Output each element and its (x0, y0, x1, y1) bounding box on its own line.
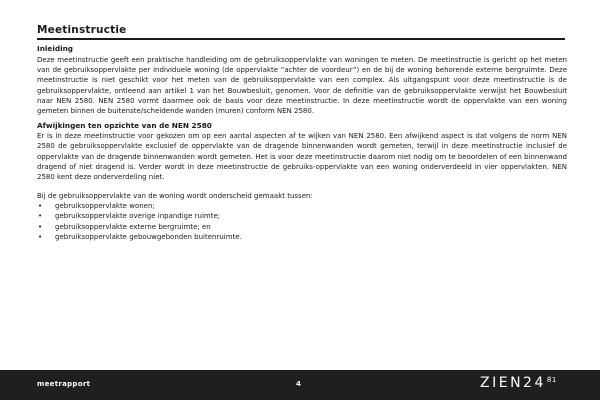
list-item-text: gebruiksoppervlakte overige inpandige ruimte; (55, 212, 221, 221)
logo-sub: 8̈1 (546, 376, 557, 384)
bullet-icon: • (38, 222, 43, 231)
bullet-icon: • (38, 233, 43, 242)
brand-logo (480, 375, 557, 391)
footer-label: meetrapport (37, 380, 91, 388)
document-body (37, 44, 567, 243)
logo-text: ZIEN24 (480, 375, 546, 391)
paragraph-afwijkingen: Er is in deze meetinstructie voor gekozen om op een aantal aspecten af te wijken van NEN 2580. Een afwijkend aspect is dat volgens de norm NEN 2580 de gebruiksoppervlakte exclusief de oppervlakte van de dragende binnenwanden wordt gemeten, terwijl in deze meetinstructie inclusief de oppervlakte van de dragende binnenwanden wordt gemeten. Het is voor deze meetinstructie daarom niet nodig om te beoordelen of een binnenwand dragend of niet dragend is. Verder wordt in deze meetinstructie de gebruiks-oppervlakte van een woning onderverdeeld in vier oppervlakten. NEN 2580 kent deze onderverdeling niet. (37, 132, 567, 182)
bullet-icon: • (38, 202, 43, 211)
section-heading-inleiding: Inleiding (37, 44, 74, 53)
list-item-text: gebruiksoppervlakte wonen; (55, 202, 155, 211)
bullet-list (37, 201, 567, 242)
paragraph-inleiding: Deze meetinstructie geeft een praktische handleiding om de gebruiksoppervlakte van woningen te meten. De meetinstructie is gericht op het meten van de gebruiksoppervlakte per individuele woning (de oppervlakte “achter de voordeur”) en de bij de woning behorende externe bergruimte. Deze meetinstructie is niet geschikt voor het meten van de gebruiksoppervlakte van een complex. Als uitgangspunt voor deze meetinstructie is de gebruiksoppervlakte, ontleend aan artikel 1 van het Bouwbesluit, genomen. Voor de definitie van de gebruiksoppervlakte verwijst het Bouwbesluit naar NEN 2580. NEN 2580 vormt daarmee ook de basis voor deze meetinstructie. In deze meetinstructie wordt de oppervlakte van een woning gemeten binnen de buitenste/scheidende wanden (muren) conform NEN 2580. (37, 55, 567, 116)
section-heading-afwijkingen: Afwijkingen ten opzichte van de NEN 2580 (37, 120, 212, 130)
page-number: 4 (296, 380, 301, 388)
page-footer (0, 370, 600, 400)
list-item (37, 222, 567, 232)
list-item-text: gebruiksoppervlakte externe bergruimte; en (55, 222, 211, 231)
list-item (37, 211, 567, 221)
title-divider (37, 38, 565, 40)
page-title: Meetinstructie (37, 24, 127, 36)
list-item (37, 232, 567, 242)
list-item (37, 201, 567, 211)
paragraph-onderscheid: Bij de gebruiksoppervlakte van de woning wordt onderscheid gemaakt tussen: (37, 191, 313, 200)
list-item-text: gebruiksoppervlakte gebouwgebonden buitenruimte. (55, 233, 242, 242)
bullet-icon: • (38, 212, 43, 221)
